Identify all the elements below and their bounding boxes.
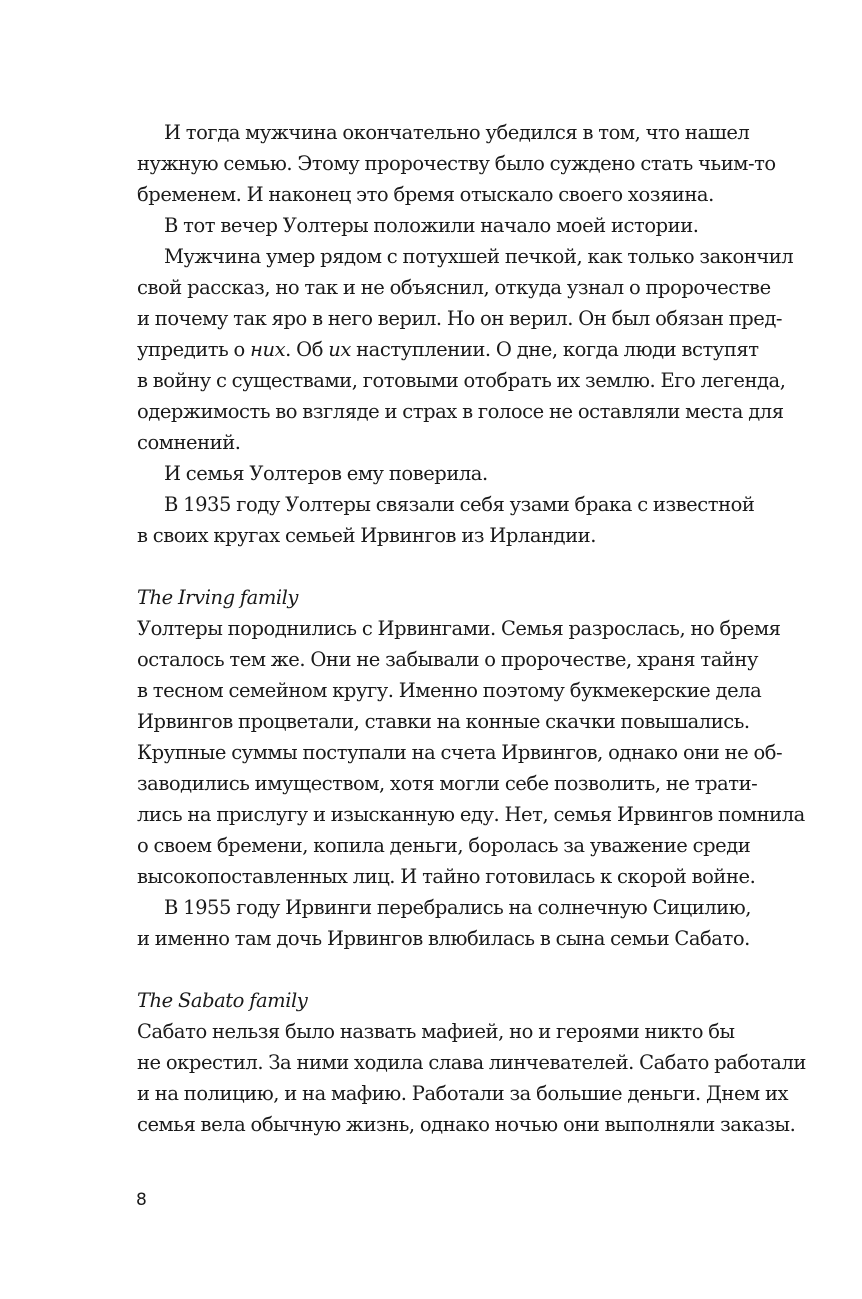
text-line: В 1955 году Ирвинги перебрались на солнечную Сицилию,: [164, 896, 751, 919]
text-line: и на полицию, и на мафию. Работали за большие деньги. Днем их: [137, 1082, 789, 1105]
text-line: в тесном семейном кругу. Именно поэтому букмекерские дела: [137, 679, 762, 702]
text-line: В тот вечер Уолтеры положили начало моей истории.: [164, 214, 699, 237]
text-line: и именно там дочь Ирвингов влюбилась в сына семьи Сабато.: [137, 927, 750, 950]
blank-line: [137, 954, 733, 985]
text-line: одержимость во взгляде и страх в голосе не оставляли места для: [137, 400, 784, 423]
section-heading: The Irving family: [137, 586, 298, 609]
italic-word: их: [328, 338, 351, 361]
text-line: сомнений.: [137, 431, 241, 454]
text-run: наступлении. О дне, когда люди вступят: [350, 338, 759, 361]
text-line: Уолтеры породнились с Ирвингами. Семья разрослась, но бремя: [137, 617, 781, 640]
text-line: Сабато нельзя было назвать мафией, но и героями никто бы: [137, 1020, 735, 1043]
text-line: И тогда мужчина окончательно убедился в том, что нашел: [164, 121, 750, 144]
body-text: [137, 117, 806, 1140]
text-line: в своих кругах семьей Ирвингов из Ирландии.: [137, 524, 596, 547]
section-heading: The Sabato family: [137, 989, 308, 1012]
text-line: Крупные суммы поступали на счета Ирвингов, однако они не об-: [137, 741, 783, 764]
text-line: лись на прислугу и изысканную еду. Нет, семья Ирвингов помнила: [137, 803, 805, 826]
page-number: 8: [136, 1190, 147, 1210]
text-line: нужную семью. Этому пророчеству было суждено стать чьим-то: [137, 152, 776, 175]
text-line: осталось тем же. Они не забывали о пророчестве, храня тайну: [137, 648, 759, 671]
text-line: Ирвингов процветали, ставки на конные скачки повышались.: [137, 710, 750, 733]
text-line: семья вела обычную жизнь, однако ночью они выполняли заказы.: [137, 1113, 796, 1136]
text-line: о своем бремени, копила деньги, боролась за уважение среди: [137, 834, 751, 857]
text-run: упредить о: [137, 338, 251, 361]
text-line-mixed: [137, 334, 759, 365]
text-line: и почему так яро в него верил. Но он верил. Он был обязан пред-: [137, 307, 783, 330]
italic-word: них: [250, 338, 286, 361]
text-line: высокопоставленных лиц. И тайно готовилась к скорой войне.: [137, 865, 756, 888]
text-line: не окрестил. За ними ходила слава линчевателей. Сабато работали: [137, 1051, 806, 1074]
text-line: бременем. И наконец это бремя отыскало своего хозяина.: [137, 183, 714, 206]
text-line: В 1935 году Уолтеры связали себя узами брака с известной: [164, 493, 755, 516]
text-line: свой рассказ, но так и не объяснил, откуда узнал о пророчестве: [137, 276, 771, 299]
text-run: . Об: [285, 338, 329, 361]
text-line: Мужчина умер рядом с потухшей печкой, как только закончил: [164, 245, 794, 268]
text-line: И семья Уолтеров ему поверила.: [164, 462, 488, 485]
text-line: заводились имуществом, хотя могли себе позволить, не трати-: [137, 772, 758, 795]
blank-line: [137, 551, 733, 582]
text-line: в войну с существами, готовыми отобрать их землю. Его легенда,: [137, 369, 786, 392]
